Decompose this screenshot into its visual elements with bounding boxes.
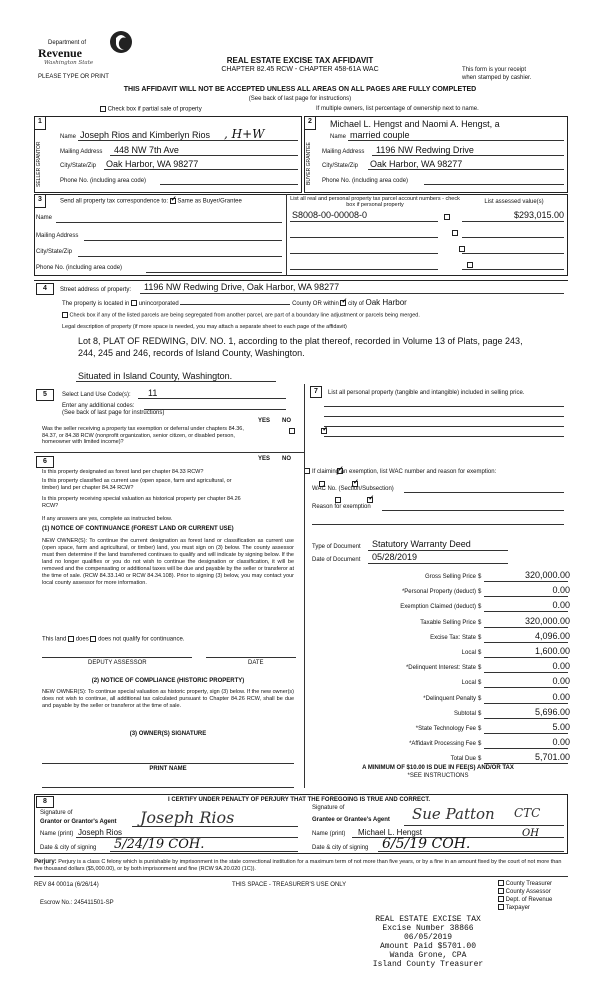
assessed-value: $293,015.00 (513, 210, 564, 220)
dept-line2: Revenue (38, 46, 82, 60)
seller-city: Oak Harbor, WA 98277 (106, 159, 199, 169)
s5-yes-checkbox[interactable] (289, 428, 295, 434)
treasurer-stamp (348, 915, 508, 969)
grantee-sig-of: Signature of (312, 805, 345, 811)
doc-date: 05/28/2019 (372, 552, 418, 562)
s5-no-checkbox[interactable] (321, 428, 327, 434)
same-as-buyer-checkbox[interactable] (170, 198, 176, 204)
s3-name-label: Name (36, 215, 53, 221)
notice1-title: (1) NOTICE OF CONTINUANCE (FOREST LAND OR CURRENT USE) (42, 526, 234, 532)
send-label: Send all property tax correspondence to: (60, 198, 169, 205)
calc-value: 5.00 (552, 722, 570, 732)
segregated-checkbox[interactable] (62, 312, 68, 318)
calc-dollar: $ (478, 665, 482, 672)
grantee-name-label: Name (print) (312, 831, 346, 837)
additional-codes-label: Enter any additional codes: (62, 403, 135, 409)
dor-logo-icon (108, 28, 134, 58)
seller-name: Joseph Rios and Kimberlyn Rios (80, 130, 211, 140)
owner-signature-label: (3) OWNER(S) SIGNATURE (129, 731, 207, 737)
partial-sale (100, 106, 202, 113)
check-taxpayer (498, 904, 552, 912)
stamp-line-6: Island County Treasurer (372, 960, 484, 969)
s6-if-yes: If any answers are yes, complete as instructed below. (42, 516, 173, 522)
grantor-date-label: Date & city of signing (40, 845, 97, 851)
grantee-signature: Sue Patton (412, 805, 495, 823)
s6-q3-no[interactable] (367, 497, 373, 503)
check-dept-revenue (498, 896, 552, 904)
calc-value: 1,600.00 (534, 646, 570, 656)
section-1-number: 1 (34, 116, 46, 130)
section-7-number: 7 (310, 386, 322, 398)
buyer-phone-label: Phone No. (including area code) (322, 178, 409, 184)
grantee-agent-label: Grantee or Grantee's Agent (312, 817, 390, 823)
does-not-checkbox[interactable] (90, 636, 96, 642)
stamp-line-5: Wanda Grone, CPA (389, 951, 467, 960)
see-back: (See back of last page for instructions) (248, 96, 352, 102)
calc-label: Gross Selling Price (424, 574, 476, 580)
treasurer-only: THIS SPACE - TREASURER'S USE ONLY (232, 882, 347, 888)
buyer-city: Oak Harbor, WA 98277 (370, 159, 463, 169)
section-6-number: 6 (36, 456, 54, 468)
located-label: The property is located in (62, 301, 130, 307)
stamp-line-2: Excise Number 38866 (382, 924, 474, 933)
stamp-line-4: Amount Paid $5701.00 (379, 942, 476, 951)
seller-mail-label: Mailing Address (60, 149, 103, 155)
personal-property-checkbox-2[interactable] (452, 230, 458, 236)
partial-sale-checkbox[interactable] (100, 106, 106, 112)
calc-value: 0.00 (552, 585, 570, 596)
grantor-sig-of: Signature of (40, 810, 73, 816)
seller-phone-label: Phone No. (including area code) (60, 178, 147, 184)
date-label: DATE (248, 660, 264, 666)
s3-mail-label: Mailing Address (36, 233, 79, 239)
unincorporated-checkbox[interactable] (131, 300, 137, 306)
calc-value: 0.00 (552, 676, 570, 687)
assessed-header: List assessed value(s) (484, 199, 544, 205)
doc-date-label: Date of Document (312, 557, 361, 563)
personal-property-checkbox-4[interactable] (467, 262, 473, 268)
city-value: Oak Harbor (365, 298, 407, 307)
dept-line3: Washington State (44, 60, 94, 66)
exemption-claim-label: If claiming an exemption, list WAC number and reason for exemption: (312, 469, 497, 475)
check-county-assessor (498, 888, 552, 896)
notice2-title: (2) NOTICE OF COMPLIANCE (HISTORIC PROPERTY) (91, 678, 245, 684)
unincorporated-label: unincorporated (138, 301, 179, 307)
calc-label: Subtotal (453, 710, 476, 717)
calc-label: *Affidavit Processing Fee (409, 741, 476, 748)
dept-line1: Department of (48, 40, 87, 46)
county-assessor-label: County Assessor (505, 889, 551, 895)
receipt-note2: when stamped by cashier. (462, 75, 532, 81)
buyer-name: married couple (350, 130, 410, 140)
county-assessor-checkbox[interactable] (498, 888, 504, 894)
does-checkbox[interactable] (68, 636, 74, 642)
please-type: PLEASE TYPE OR PRINT (38, 74, 109, 80)
buyer-city-label: City/State/Zip (322, 163, 359, 169)
form-title: REAL ESTATE EXCISE TAX AFFIDAVIT (226, 56, 374, 65)
notice1-body: NEW OWNER(S): To continue the current designation as forest land or classification as current use (open space, farm and agricultural, or timber) land, you must sign on (3) below. The county assessor must then determine if the land transferred continues to qualify and will indicate by signing below. If the land no longer qualifies or you do not wish to continue the designation or classification, it will be removed and the compensating or additional taxes will be due and payable by the seller or transferor at the time of sale. (RCW 84.33.140 or RCW 84.34.108). Prior to signing (3) below, you may contact your local county assessor for more information. (42, 538, 294, 586)
send-correspondence (60, 198, 242, 205)
grantee-date-label: Date & city of signing (312, 845, 369, 851)
street-label: Street address of property: (60, 287, 132, 293)
dor-logo (38, 28, 133, 70)
buyer-side-label: BUYER GRANTEE (306, 142, 312, 186)
same-as-buyer-label: Same as Buyer/Grantee (177, 198, 242, 205)
certify-statement: I CERTIFY UNDER PENALTY OF PERJURY THAT THE FOREGOING IS TRUE AND CORRECT. (168, 797, 431, 803)
s6-q1: Is this property designated as forest land per chapter 84.33 RCW? (42, 469, 204, 475)
perjury-notice (34, 859, 568, 873)
seller-name-hand: , H+W (224, 127, 265, 141)
seller-city-label: City/State/Zip (60, 163, 97, 169)
s3-city-label: City/State/Zip (36, 249, 73, 255)
notice2-body: NEW OWNER(S): To continue special valuation as historic property, sign (3) below. If the new owner(s) does not wish to continue, all additional tax calculated pursuant to Chapter 84.26 RCW, shall be due and payable by the seller or transferor at the time of sale. (42, 689, 294, 709)
deputy-assessor-label: DEPUTY ASSESSOR (88, 660, 147, 666)
doc-type: Statutory Warranty Deed (372, 539, 471, 549)
calc-dollar: $ (478, 726, 482, 732)
buyer-mail: 1196 NW Redwing Drive (376, 145, 474, 155)
section-8-number: 8 (36, 796, 54, 808)
section-4-number: 4 (36, 283, 54, 295)
multiple-owners: If multiple owners, list percentage of ownership next to name. (316, 106, 479, 112)
section-5-number: 5 (36, 389, 54, 401)
city-of-label: city of (348, 301, 364, 307)
section-2-number: 2 (304, 116, 316, 130)
partial-sale-label: Check box if partial sale of property (107, 106, 202, 113)
grantor-name-label: Name (print) (40, 831, 74, 837)
seller-mail: 448 NW 7th Ave (114, 145, 179, 155)
street-address: 1196 NW Redwing Drive, Oak Harbor, WA 98277 (144, 282, 340, 292)
county-treasurer-checkbox[interactable] (498, 880, 504, 886)
calc-dollar: $ (478, 710, 482, 717)
calc-dollar: $ (478, 756, 482, 763)
segregated-label: Check box if any of the listed parcels are being segregated from another parcel, are part of a boundary line adjustment or parcels being merged. (69, 312, 420, 319)
grantee-sig-note: CTC (514, 806, 541, 820)
calc-label: *Personal Property (deduct) (401, 589, 476, 596)
personal-property-checkbox-3[interactable] (459, 246, 465, 252)
calc-label: *Delinquent Penalty (423, 695, 476, 702)
does-label: does (75, 636, 89, 643)
stamp-line-1: REAL ESTATE EXCISE TAX (375, 915, 481, 924)
print-name-label: PRINT NAME (149, 766, 187, 772)
legal-desc-line2: 244, 245 and 246, records of Island County, Washington. (78, 348, 305, 358)
grantee-name: Michael L. Hengst (358, 828, 423, 837)
s6-q2: Is this property classified as current use (open space, farm and agricultural, or timber) land per chapter 84.34 RCW? (42, 478, 232, 491)
city-of-checkbox[interactable] (340, 300, 346, 306)
s6-no: NO (282, 456, 291, 462)
personal-property-label: List all personal property (tangible and intangible) included in selling price. (328, 390, 525, 396)
calc-dollar: $ (478, 574, 482, 580)
this-land-label: This land (42, 636, 67, 643)
calc-value: 0.00 (552, 600, 570, 611)
grantor-date: 5/24/19 COH. (114, 837, 205, 852)
dept-revenue-checkbox[interactable] (498, 896, 504, 902)
check-county-treasurer (498, 880, 552, 888)
section-3-number: 3 (34, 194, 46, 208)
section-4-property (34, 280, 568, 380)
dept-revenue-label: Dept. of Revenue (505, 897, 553, 903)
grantor-name: Joseph Rios (78, 828, 123, 837)
does-not-label: does not qualify for continuance. (98, 636, 185, 643)
escrow-number: Escrow No.: 245411501-SP (40, 900, 114, 906)
county-or-label: County OR within (292, 301, 339, 307)
calc-value: 5,696.00 (534, 706, 570, 717)
calc-dollar: $ (478, 680, 482, 687)
perjury-label: Perjury: (34, 859, 57, 865)
calc-label: *Delinquent Interest: State (405, 665, 476, 672)
personal-property-checkbox-1[interactable] (444, 214, 450, 220)
calc-value: 320,000.00 (524, 570, 570, 580)
grantor-agent-label: Grantor or Grantor's Agent (40, 819, 117, 825)
taxpayer-label: Taxpayer (505, 905, 530, 911)
qualify-line (42, 636, 184, 643)
legal-label: Legal description of property (if more space is needed, you may attach a separate sheet to each page of the affidavit) (62, 324, 347, 330)
calc-dollar: $ (478, 695, 482, 702)
parcel-header: List all real and personal property tax parcel account numbers - check box if personal property (290, 196, 460, 208)
rev-number: REV 84 0001a (6/26/14) (34, 882, 99, 888)
distribution-checks (498, 880, 552, 912)
additional-codes-note: (See back of last page for instructions) (62, 410, 165, 416)
seller-name-label: Name (60, 134, 77, 140)
s6-q3-yes[interactable] (335, 497, 341, 503)
calc-value: 4,096.00 (534, 630, 570, 641)
buyer-mail-label: Mailing Address (322, 149, 365, 155)
calc-label: Excise Tax: State (430, 634, 476, 641)
s3-phone-label: Phone No. (including area code) (36, 265, 123, 271)
calc-label: Exemption Claimed (deduct) (400, 604, 476, 611)
perjury-text: Perjury is a class C felony which is punishable by imprisonment in the state correctional institution for a maximum term of not more than five years, or by a fine in an amount fixed by the court of not more than five thousand dollars ($5,000.00), or by both imprisonment and fine (RCW 9A.20.020 (1C)). (34, 859, 562, 872)
receipt-note1: This form is your receipt (462, 67, 527, 73)
land-use-code: 11 (148, 388, 158, 398)
doc-type-label: Type of Document (312, 544, 361, 550)
calc-dollar: $ (478, 634, 482, 641)
see-instructions: *SEE INSTRUCTIONS (407, 773, 469, 779)
s6-q3: Is this property receiving special valuation as historical property per chapter 84.26 RCW? (42, 496, 241, 509)
calc-dollar: $ (478, 650, 482, 656)
calc-label: Local (461, 650, 476, 656)
parcel-number: S8008-00-00008-0 (292, 210, 368, 220)
calc-label: Taxable Selling Price (420, 619, 476, 626)
exemption-question: Was the seller receiving a property tax exemption or deferral under chapters 84.36, 84.37, or 84.38 RCW (nonprofit organization, senior citizen, or disabled person, homeowner with limited income)? (42, 426, 244, 445)
s5-yes: YES (258, 418, 271, 424)
calc-value: 5,701.00 (534, 752, 570, 763)
reason-label: Reason for exemption (312, 504, 371, 510)
seller-side-label: SELLER GRANTOR (36, 141, 42, 187)
calc-dollar: $ (478, 619, 482, 626)
calc-label: *State Technology Fee (415, 726, 476, 732)
segregated-line (62, 312, 420, 318)
calc-dollar: $ (478, 589, 482, 596)
s5-no: NO (282, 418, 291, 424)
land-use-label: Select Land Use Code(s): (62, 392, 131, 398)
county-treasurer-label: County Treasurer (505, 881, 553, 887)
taxpayer-checkbox[interactable] (498, 904, 504, 910)
grantee-name-note: OH (522, 828, 539, 839)
stamp-line-3: 06/05/2019 (403, 933, 452, 942)
form-chapter: CHAPTER 82.45 RCW - CHAPTER 458-61A WAC (221, 66, 379, 73)
located-line (62, 298, 407, 307)
legal-desc-line1: Lot 8, PLAT OF REDWING, DIV. NO. 1, according to the plat thereof, recorded in Volume 13 of Plats, page 243, (78, 336, 523, 346)
calc-value: 0.00 (552, 661, 570, 672)
legal-desc-line3: Situated in Island County, Washington. (78, 371, 233, 381)
calc-value: 0.00 (552, 737, 570, 748)
calc-dollar: $ (478, 604, 482, 611)
calc-dollar: $ (478, 741, 482, 748)
wac-label: WAC No. (Section/Subsection) (312, 486, 394, 492)
s6-yes: YES (258, 456, 271, 462)
minimum-fee: A MINIMUM OF $10.00 IS DUE IN FEE(S) AND/OR TAX (362, 765, 514, 771)
grantee-date: 6/5/19 COH. (382, 836, 471, 852)
grantor-signature: Joseph Rios (140, 808, 235, 827)
calc-label: Total Due (450, 756, 476, 763)
calc-value: 320,000.00 (524, 615, 570, 626)
calc-value: 0.00 (552, 691, 570, 702)
calc-label: Local (461, 680, 476, 687)
buyer-name-label: Name (330, 134, 347, 140)
warning: THIS AFFIDAVIT WILL NOT BE ACCEPTED UNLESS ALL AREAS ON ALL PAGES ARE FULLY COMPLETED (123, 86, 477, 93)
buyer-name-line1: Michael L. Hengst and Naomi A. Hengst, a (330, 119, 500, 129)
